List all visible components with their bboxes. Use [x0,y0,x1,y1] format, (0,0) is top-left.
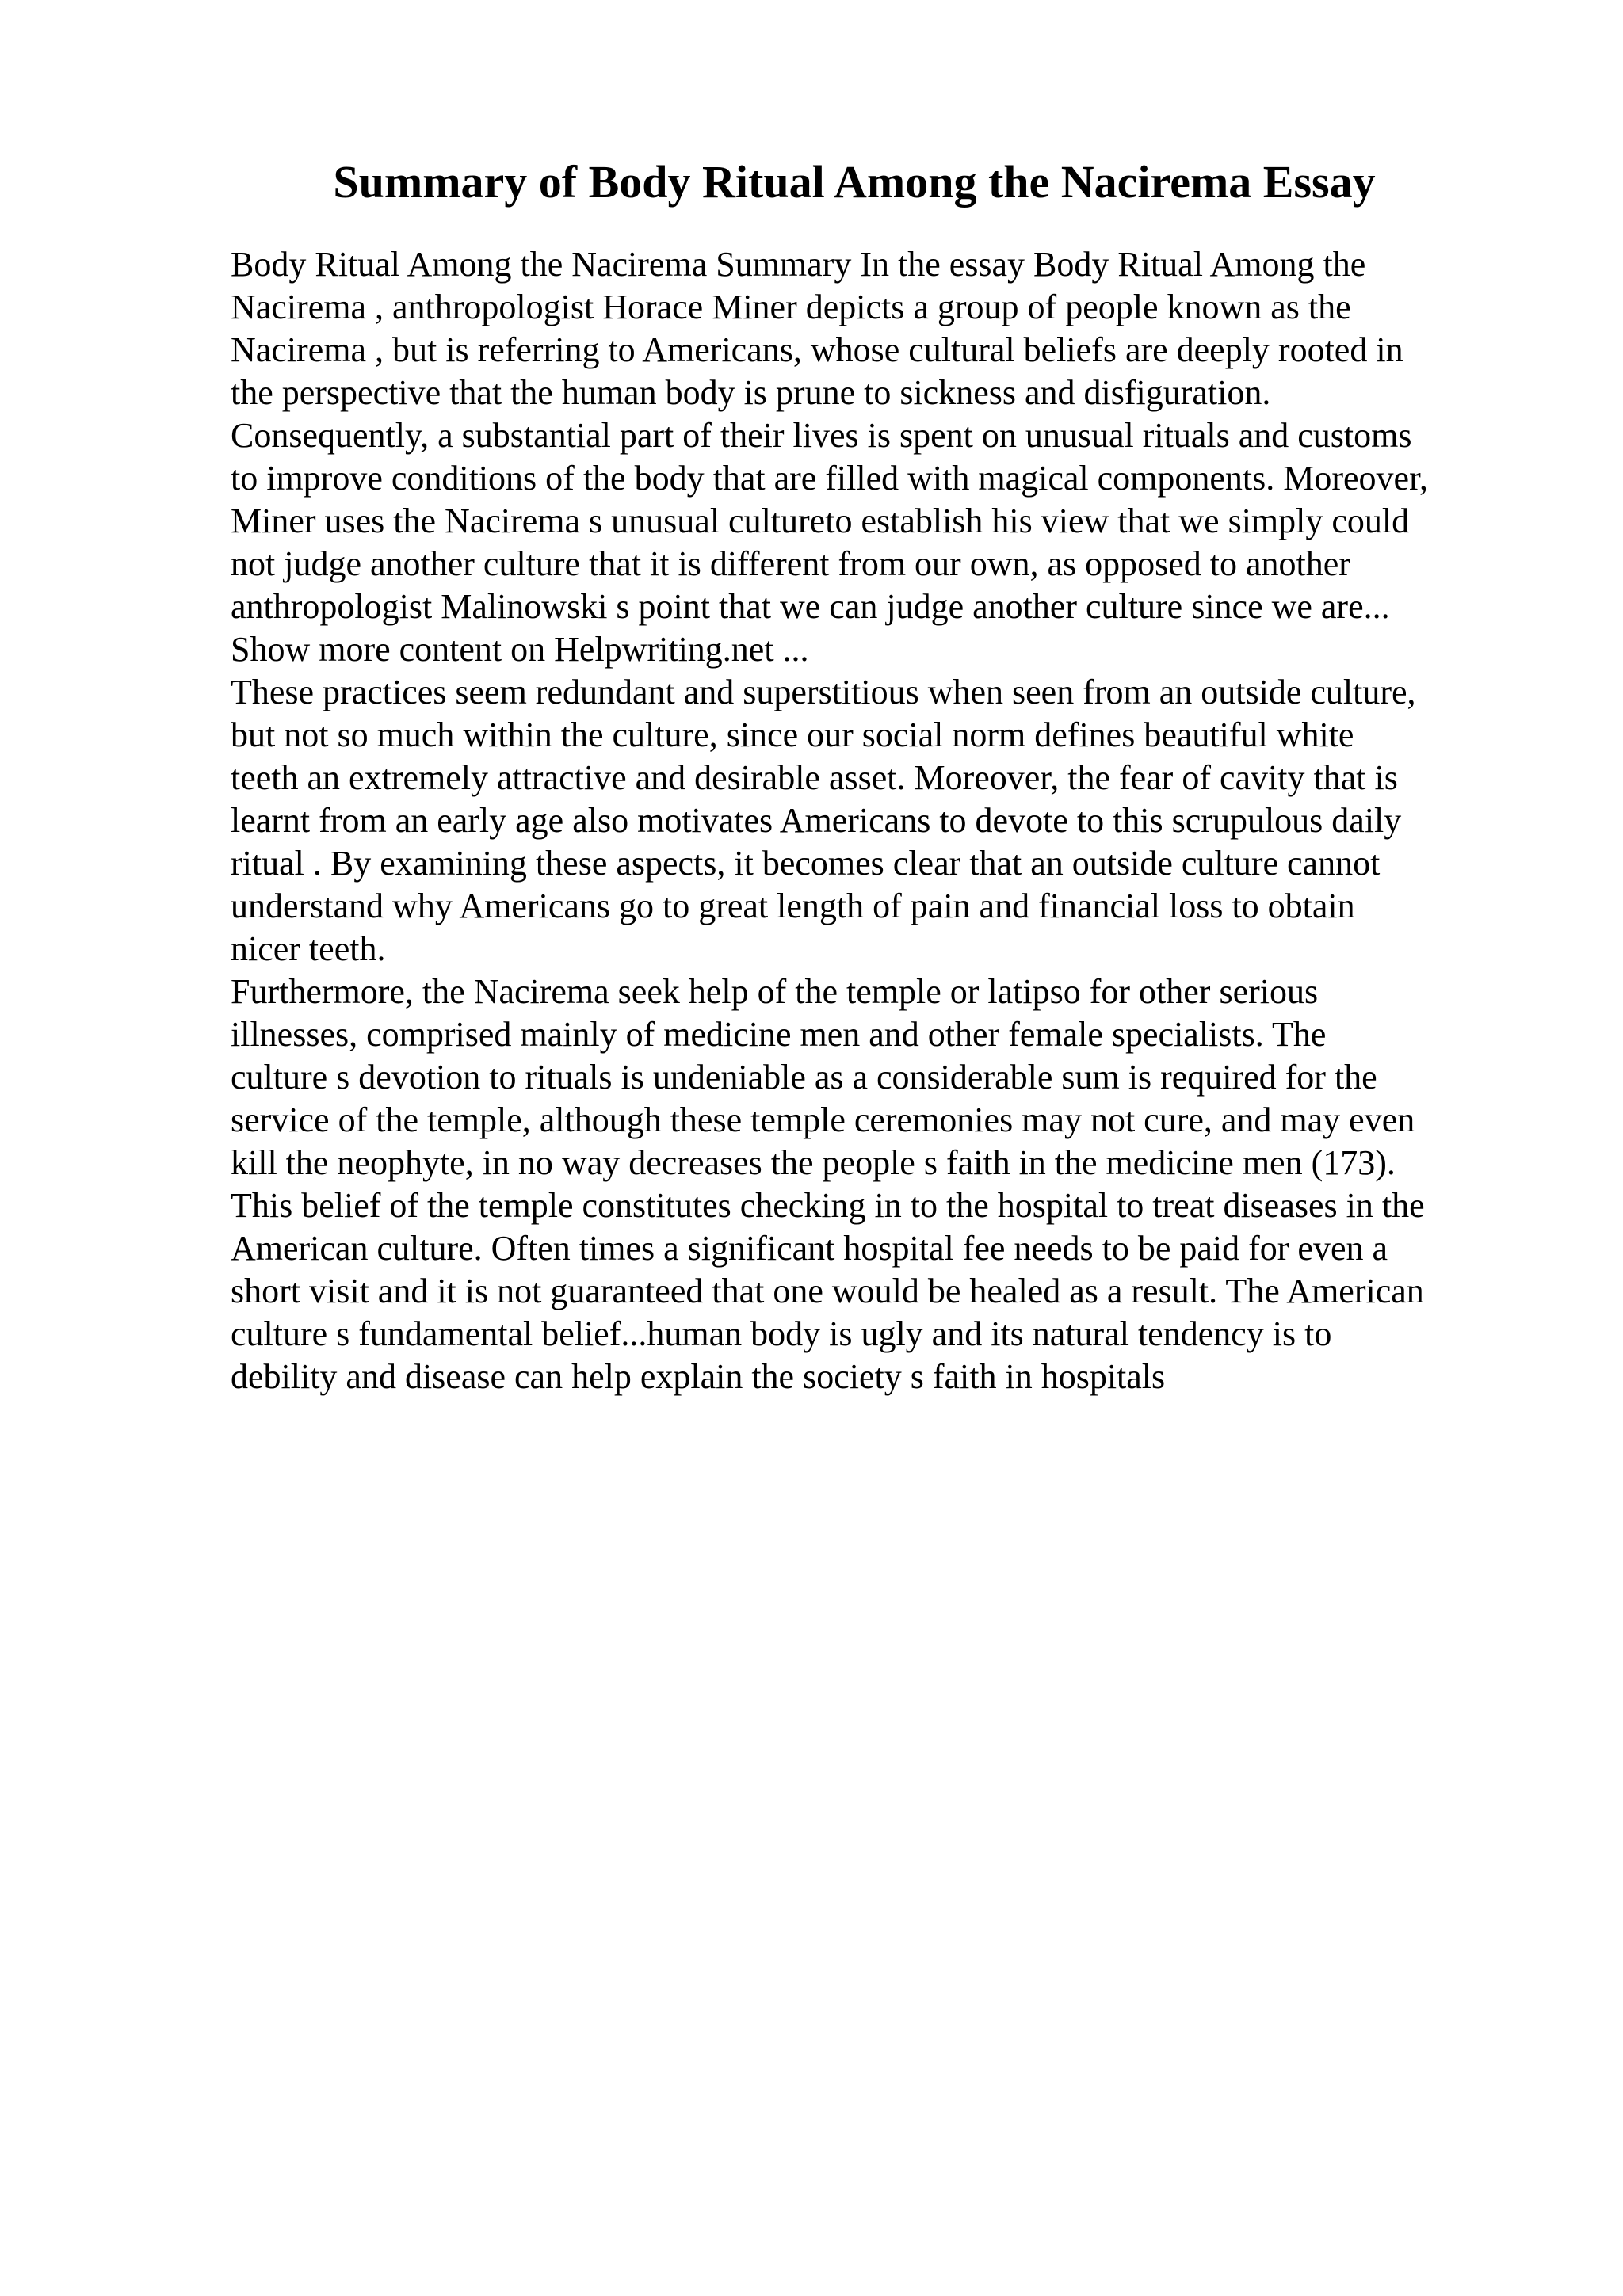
body-line: American culture. Often times a significant hospital fee needs to be paid for even a [231,1229,1388,1268]
document-body [231,243,1562,1398]
body-line: short visit and it is not guaranteed that one would be healed as a result. The American [231,1272,1424,1310]
body-line: nicer teeth. [231,929,386,968]
document-title: Summary of Body Ritual Among the Nacirema Essay [333,156,1376,208]
body-line: ritual . By examining these aspects, it becomes clear that an outside culture cannot [231,844,1381,883]
body-line: service of the temple, although these temple ceremonies may not cure, and may even [231,1100,1415,1139]
body-line: Consequently, a substantial part of their lives is spent on unusual rituals and customs [231,416,1412,455]
body-line: but not so much within the culture, since our social norm defines beautiful white [231,715,1354,754]
body-line: culture s devotion to rituals is undeniable as a considerable sum is required for the [231,1058,1377,1097]
body-line: learnt from an early age also motivates Americans to devote to this scrupulous daily [231,801,1402,840]
show-more-link[interactable]: Show more content on Helpwriting.net ... [231,630,809,669]
body-line: not judge another culture that it is different from our own, as opposed to another [231,544,1350,583]
body-line: to improve conditions of the body that are filled with magical components. Moreover, [231,459,1428,498]
body-line: kill the neophyte, in no way decreases the people s faith in the medicine men (173). [231,1143,1396,1182]
body-line: Miner uses the Nacirema s unusual cultureto establish his view that we simply could [231,502,1410,540]
body-line: Nacirema , anthropologist Horace Miner depicts a group of people known as the [231,288,1351,326]
body-line: culture s fundamental belief...human body is ugly and its natural tendency is to [231,1314,1332,1353]
body-line: These practices seem redundant and superstitious when seen from an outside culture, [231,673,1416,711]
body-line: debility and disease can help explain the society s faith in hospitals [231,1357,1166,1396]
body-line: Furthermore, the Nacirema seek help of the temple or latipso for other serious [231,972,1319,1011]
body-line: Body Ritual Among the Nacirema Summary In the essay Body Ritual Among the [231,245,1366,284]
body-line: the perspective that the human body is prune to sickness and disfiguration. [231,373,1271,412]
body-line: anthropologist Malinowski s point that we can judge another culture since we are... [231,587,1390,626]
body-line: understand why Americans go to great length of pain and financial loss to obtain [231,887,1355,925]
body-line: teeth an extremely attractive and desirable asset. Moreover, the fear of cavity that is [231,758,1398,797]
body-line: Nacirema , but is referring to Americans, whose cultural beliefs are deeply rooted in [231,330,1403,369]
body-line: illnesses, comprised mainly of medicine men and other female specialists. The [231,1015,1327,1054]
body-line: This belief of the temple constitutes checking in to the hospital to treat diseases in the [231,1186,1425,1225]
